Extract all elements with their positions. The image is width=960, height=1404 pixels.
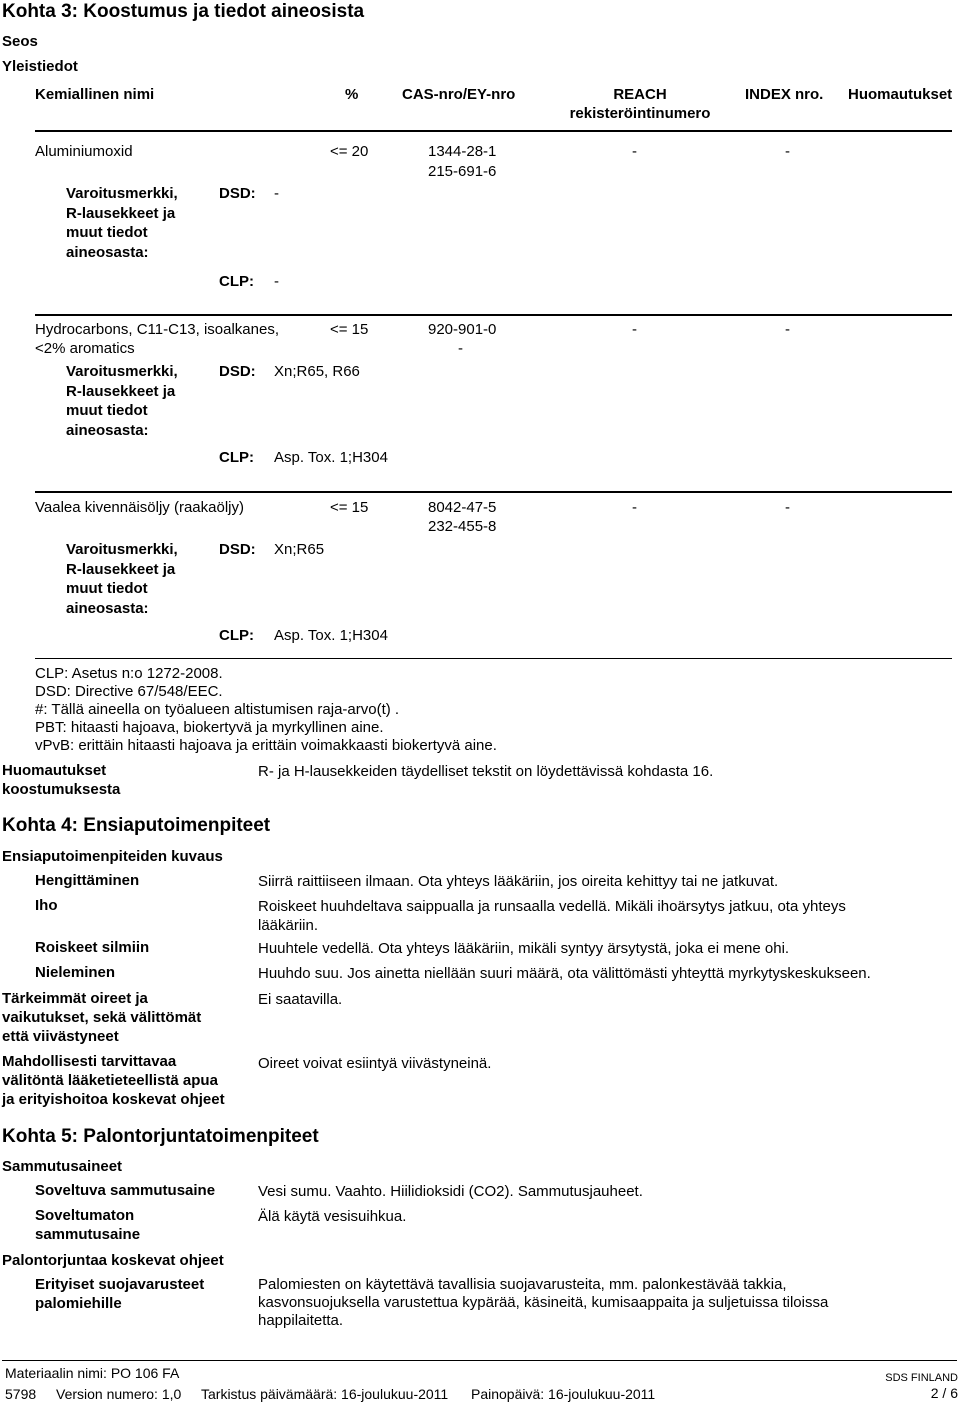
suitable-media-label: Soveltuva sammutusaine bbox=[35, 1182, 216, 1199]
header-index: INDEX nro. bbox=[745, 86, 824, 103]
medical-attention-label: Mahdollisesti tarvittavaa bbox=[2, 1053, 177, 1070]
eye-contact-label: Roiskeet silmiin bbox=[35, 939, 150, 956]
ec-number: - bbox=[458, 340, 463, 357]
first-aid-description-label: Ensiaputoimenpiteiden kuvaus bbox=[2, 848, 223, 865]
unsuitable-media-label: Soveltumaton bbox=[35, 1207, 135, 1224]
classification-label: Varoitusmerkki, bbox=[66, 541, 178, 558]
extinguishing-media-label: Sammutusaineet bbox=[2, 1158, 123, 1175]
classification-label: R-lausekkeet ja bbox=[66, 383, 176, 400]
classification-label: muut tiedot bbox=[66, 580, 148, 597]
footer-material-name: Materiaalin nimi: PO 106 FA bbox=[5, 1365, 180, 1381]
dsd-value: Xn;R65 bbox=[274, 541, 325, 558]
chemical-name: Aluminiumoxid bbox=[35, 143, 133, 160]
symptoms-label: vaikutukset, sekä välittömät bbox=[2, 1009, 202, 1026]
classification-label: R-lausekkeet ja bbox=[66, 561, 176, 578]
cas-number: 8042-47-5 bbox=[428, 499, 497, 516]
footnote: PBT: hitaasti hajoava, biokertyvä ja myrkyllinen aine. bbox=[35, 719, 384, 736]
unsuitable-media-label: sammutusaine bbox=[35, 1226, 141, 1243]
chemical-name: Vaalea kivennäisöljy (raakaöljy) bbox=[35, 499, 244, 516]
row-rule bbox=[35, 491, 952, 493]
footer-revision-date: Tarkistus päivämäärä: 16-joulukuu-2011 bbox=[201, 1386, 449, 1402]
dsd-label: DSD: bbox=[219, 541, 256, 558]
ec-number: 215-691-6 bbox=[428, 163, 497, 180]
index-number: - bbox=[785, 143, 790, 160]
remarks-label: koostumuksesta bbox=[2, 781, 121, 798]
classification-label: Varoitusmerkki, bbox=[66, 363, 178, 380]
clp-label: CLP: bbox=[219, 627, 254, 644]
dsd-value: Xn;R65, R66 bbox=[274, 363, 360, 380]
reach-number: - bbox=[632, 143, 637, 160]
cas-number: 920-901-0 bbox=[428, 321, 497, 338]
symptoms-text: Ei saatavilla. bbox=[258, 991, 343, 1008]
header-rule bbox=[35, 130, 952, 132]
header-notes: Huomautukset bbox=[848, 86, 953, 103]
medical-attention-label: ja erityishoitoa koskevat ohjeet bbox=[2, 1091, 225, 1108]
medical-attention-text: Oireet voivat esiintyä viivästyneinä. bbox=[258, 1055, 492, 1072]
footer-rule bbox=[2, 1360, 957, 1361]
classification-label: R-lausekkeet ja bbox=[66, 205, 176, 222]
clp-label: CLP: bbox=[219, 449, 254, 466]
eye-contact-text: Huuhtele vedellä. Ota yhteys lääkäriin, mikäli syntyy ärsytystä, joka ei mene ohi. bbox=[258, 940, 790, 957]
footer-page-number: 2 / 6 bbox=[930, 1385, 958, 1401]
mixture-label: Seos bbox=[2, 33, 38, 50]
footer-sds-region: SDS FINLAND bbox=[885, 1372, 958, 1384]
skin-text: Roiskeet huuhdeltava saippualla ja runsaalla vedellä. Mikäli ihoärsytys jatkuu, ota yhteys lääkäriin. bbox=[258, 898, 846, 934]
inhalation-text: Siirrä raittiiseen ilmaan. Ota yhteys lääkäriin, jos oireita kehittyy tai ne jatkuvat. bbox=[258, 873, 779, 890]
index-number: - bbox=[785, 321, 790, 338]
footer-product-code: 5798 bbox=[5, 1386, 37, 1402]
protective-equipment-label: Erityiset suojavarusteet bbox=[35, 1276, 205, 1293]
symptoms-label: Tärkeimmät oireet ja bbox=[2, 990, 148, 1007]
footnote: DSD: Directive 67/548/EEC. bbox=[35, 683, 223, 700]
row-rule bbox=[35, 314, 952, 316]
unsuitable-media-text: Älä käytä vesisuihkua. bbox=[258, 1208, 407, 1225]
footnote: CLP: Asetus n:o 1272-2008. bbox=[35, 665, 223, 682]
clp-value: Asp. Tox. 1;H304 bbox=[274, 449, 388, 466]
ingestion-text: Huuhdo suu. Jos ainetta niellään suuri määrä, ota välittömästi yhteyttä myrkytyskeskukseen. bbox=[258, 965, 871, 982]
clp-value: - bbox=[274, 273, 279, 290]
remarks-text: R- ja H-lausekkeiden täydelliset tekstit on löydettävissä kohdasta 16. bbox=[258, 763, 714, 780]
cas-number: 1344-28-1 bbox=[428, 143, 497, 160]
percent: <= 20 bbox=[330, 143, 369, 160]
classification-label: aineosasta: bbox=[66, 600, 149, 617]
footer-version: Version numero: 1,0 bbox=[56, 1386, 182, 1402]
chemical-name: <2% aromatics bbox=[35, 340, 135, 357]
index-number: - bbox=[785, 499, 790, 516]
symptoms-label: että viivästyneet bbox=[2, 1028, 119, 1045]
footer-print-date: Painopäivä: 16-joulukuu-2011 bbox=[471, 1386, 656, 1402]
clp-label: CLP: bbox=[219, 273, 254, 290]
reach-number: - bbox=[632, 499, 637, 516]
dsd-label: DSD: bbox=[219, 363, 256, 380]
ec-number: 232-455-8 bbox=[428, 518, 497, 535]
header-cas-ec: CAS-nro/EY-nro bbox=[402, 86, 516, 103]
clp-value: Asp. Tox. 1;H304 bbox=[274, 627, 388, 644]
protective-equipment-text: Palomiesten on käytettävä tavallisia suojavarusteita, mm. palonkestävää takkia, kasvonsuojuksella varustettua kypärää, käsineitä, kumisaappaita ja suljetuissa tiloissa happilaitetta. bbox=[258, 1276, 829, 1329]
header-reach-line1: REACH bbox=[613, 86, 667, 103]
dsd-label: DSD: bbox=[219, 185, 256, 202]
header-reach-line2: rekisteröintinumero bbox=[569, 105, 711, 122]
footnote: vPvB: erittäin hitaasti hajoava ja erittäin voimakkaasti biokertyvä aine. bbox=[35, 737, 497, 754]
protective-equipment-label: palomiehille bbox=[35, 1295, 122, 1312]
percent: <= 15 bbox=[330, 499, 369, 516]
classification-label: muut tiedot bbox=[66, 224, 148, 241]
suitable-media-text: Vesi sumu. Vaahto. Hiilidioksidi (CO2). Sammutusjauheet. bbox=[258, 1183, 643, 1200]
footnote: #: Tällä aineella on työalueen altistumisen raja-arvo(t) . bbox=[35, 701, 400, 718]
classification-label: muut tiedot bbox=[66, 402, 148, 419]
table-bottom-rule bbox=[35, 658, 952, 659]
header-percent: % bbox=[345, 86, 359, 103]
percent: <= 15 bbox=[330, 321, 369, 338]
header-chemical-name: Kemiallinen nimi bbox=[35, 86, 155, 103]
dsd-value: - bbox=[274, 185, 279, 202]
classification-label: aineosasta: bbox=[66, 422, 149, 439]
medical-attention-label: välitöntä lääketieteellistä apua bbox=[2, 1072, 218, 1089]
section-3-title: Kohta 3: Koostumus ja tiedot aineosista bbox=[2, 1, 365, 22]
chemical-name: Hydrocarbons, C11-C13, isoalkanes, bbox=[35, 321, 280, 338]
general-label: Yleistiedot bbox=[2, 58, 78, 75]
inhalation-label: Hengittäminen bbox=[35, 872, 140, 889]
classification-label: Varoitusmerkki, bbox=[66, 185, 178, 202]
reach-number: - bbox=[632, 321, 637, 338]
classification-label: aineosasta: bbox=[66, 244, 149, 261]
firefighting-advice-label: Palontorjuntaa koskevat ohjeet bbox=[2, 1252, 224, 1269]
skin-label: Iho bbox=[35, 897, 58, 914]
ingestion-label: Nieleminen bbox=[35, 964, 116, 981]
section-5-title: Kohta 5: Palontorjuntatoimenpiteet bbox=[2, 1126, 319, 1147]
section-4-title: Kohta 4: Ensiaputoimenpiteet bbox=[2, 815, 271, 836]
remarks-label: Huomautukset bbox=[2, 762, 107, 779]
